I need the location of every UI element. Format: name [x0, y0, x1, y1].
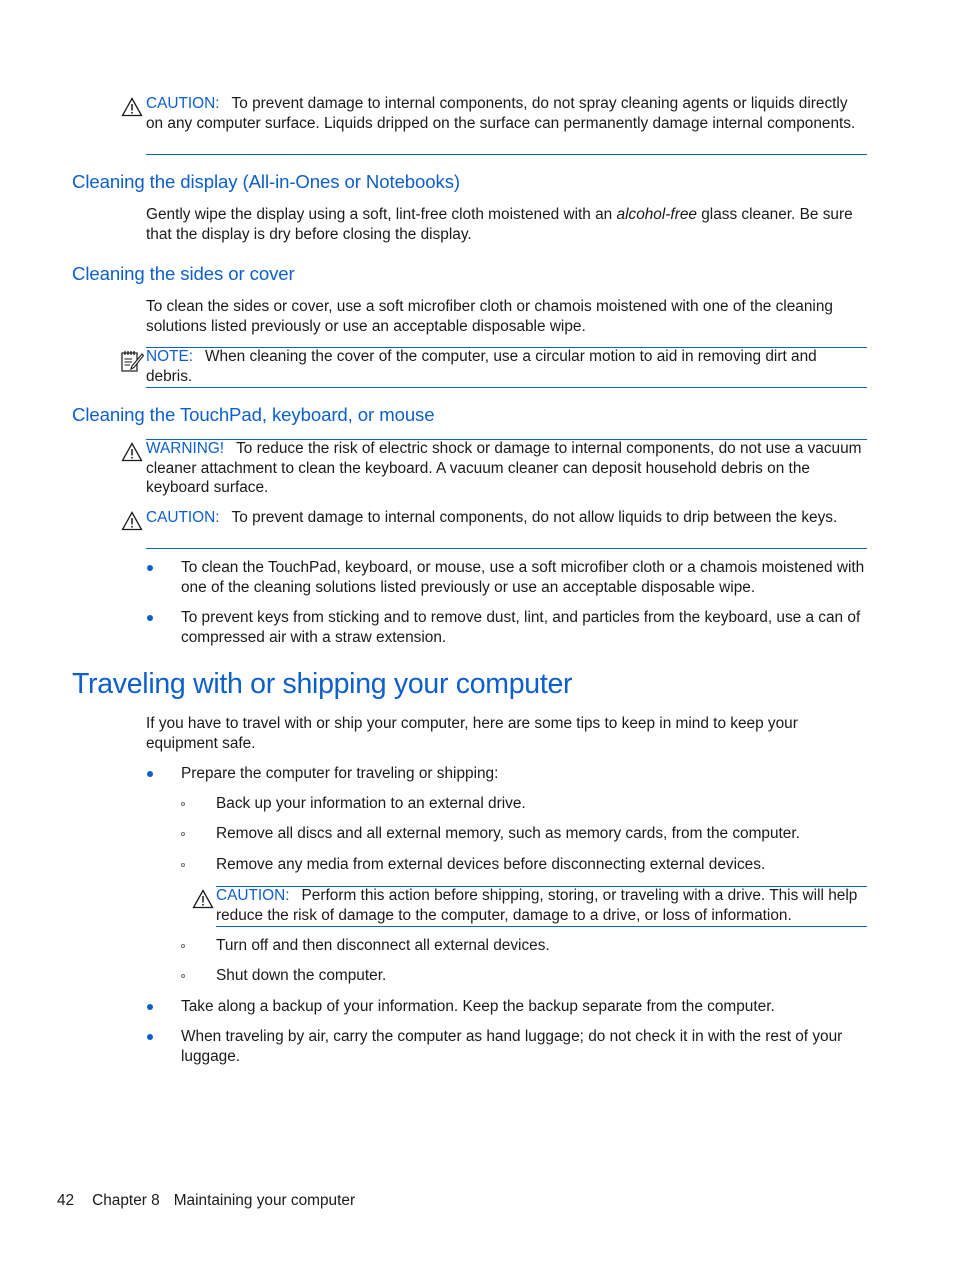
- callout-top-rule: [146, 347, 867, 348]
- bullet-dot: [147, 565, 153, 571]
- sub-bullet-circle: [181, 944, 185, 948]
- warning-callout-vacuum: [146, 439, 867, 499]
- caution-label: CAUTION:: [146, 95, 220, 112]
- caution-text: CAUTION: Perform this action before shipping, storing, or traveling with a drive. This will help reduce the risk of damage to the computer, damage to a drive, or loss of information.: [216, 887, 858, 924]
- page-number: 42: [57, 1192, 75, 1209]
- page-footer: [57, 1191, 355, 1210]
- bullet-dot: [147, 1034, 153, 1040]
- callout-top-rule: [146, 439, 867, 440]
- sub-list-item: Back up your information to an external drive.: [216, 795, 526, 812]
- warning-triangle-icon: [121, 442, 143, 462]
- heading-cleaning-touchpad: Cleaning the TouchPad, keyboard, or mouse: [72, 404, 435, 425]
- caution-triangle-icon: [121, 511, 143, 531]
- list-item: When traveling by air, carry the computer as hand luggage; do not check it in with the rest of your luggage.: [181, 1028, 843, 1065]
- caution-label: CAUTION:: [216, 887, 290, 904]
- sub-list-item: Remove any media from external devices before disconnecting external devices.: [216, 856, 766, 873]
- bullet-dot: [147, 1004, 153, 1010]
- list-item: To prevent keys from sticking and to remove dust, lint, and particles from the keyboard, use a can of compressed air with a straw extension.: [181, 609, 861, 646]
- display-paragraph: Gently wipe the display using a soft, lint-free cloth moistened with an alcohol-free glass cleaner. Be sure that the display is dry before closing the display.: [146, 206, 853, 243]
- sub-bullet-circle: [181, 802, 185, 806]
- chapter-title: Maintaining your computer: [173, 1192, 356, 1209]
- heading-traveling-shipping: Traveling with or shipping your computer: [72, 668, 573, 700]
- sub-bullet-circle: [181, 863, 185, 867]
- warning-text: WARNING! To reduce the risk of electric shock or damage to internal components, do not use a vacuum cleaner attachment to clean the keyboard. A vacuum cleaner can deposit household debris on the keyboard surface.: [146, 440, 862, 497]
- list-item: Prepare the computer for traveling or shipping:: [181, 765, 499, 782]
- caution-triangle-icon: [192, 889, 214, 909]
- sub-list-item: Remove all discs and all external memory, such as memory cards, from the computer.: [216, 825, 800, 842]
- note-text: NOTE: When cleaning the cover of the computer, use a circular motion to aid in removing dirt and debris.: [146, 348, 817, 385]
- caution-text: CAUTION: To prevent damage to internal components, do not spray cleaning agents or liquids directly on any computer surface. Liquids dripped on the surface can permanently damage internal components.: [146, 95, 856, 132]
- note-callout-cover: [146, 347, 867, 389]
- travel-intro: If you have to travel with or ship your computer, here are some tips to keep in mind to keep your equipment safe.: [146, 715, 798, 752]
- callout-top-rule: [216, 886, 867, 887]
- callout-bottom-rule: [146, 154, 867, 155]
- list-item: To clean the TouchPad, keyboard, or mouse, use a soft microfiber cloth or a chamois moistened with one of the cleaning solutions listed previously or use an acceptable disposable wipe.: [181, 559, 865, 596]
- sub-list-item: Turn off and then disconnect all external devices.: [216, 937, 550, 954]
- note-label: NOTE:: [146, 348, 194, 365]
- callout-bottom-rule: [146, 387, 867, 388]
- heading-cleaning-sides: Cleaning the sides or cover: [72, 263, 295, 284]
- heading-cleaning-display: Cleaning the display (All-in-Ones or Notebooks): [72, 171, 461, 192]
- callout-bottom-rule: [216, 926, 867, 927]
- caution-callout-drive: [216, 886, 867, 928]
- caution-triangle-icon: [121, 97, 143, 117]
- bullet-dot: [147, 771, 153, 777]
- list-item: Take along a backup of your information. Keep the backup separate from the computer.: [181, 998, 775, 1015]
- callout-bottom-rule: [146, 548, 867, 549]
- sides-paragraph: To clean the sides or cover, use a soft microfiber cloth or chamois moistened with one of the cleaning solutions listed previously or use an acceptable disposable wipe.: [146, 298, 833, 335]
- sub-bullet-circle: [181, 832, 185, 836]
- sub-bullet-circle: [181, 974, 185, 978]
- bullet-dot: [147, 615, 153, 621]
- chapter-number: Chapter 8: [92, 1192, 160, 1209]
- caution-callout-keys: [146, 508, 867, 550]
- caution-text: CAUTION: To prevent damage to internal components, do not allow liquids to drip between the keys.: [146, 509, 838, 526]
- caution-callout-spray: [146, 94, 867, 156]
- warning-label: WARNING!: [146, 440, 225, 457]
- caution-label: CAUTION:: [146, 509, 220, 526]
- note-pad-icon: [120, 349, 144, 373]
- sub-list-item: Shut down the computer.: [216, 967, 387, 984]
